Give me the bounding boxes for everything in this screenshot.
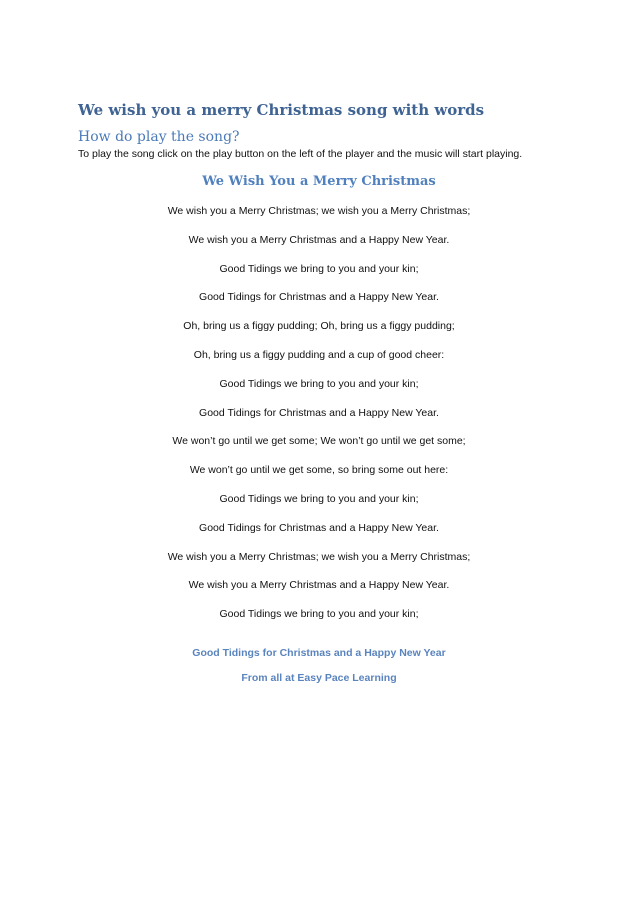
lyrics-list <box>0 204 638 636</box>
lyric-line: Good Tidings we bring to you and your kin; <box>219 262 419 275</box>
lyric-line: Good Tidings we bring to you and your kin; <box>219 492 419 505</box>
instructions-text: To play the song click on the play button on the left of the player and the music will start playing. <box>78 148 523 160</box>
lyric-line: We won’t go until we get some, so bring some out here: <box>189 464 449 477</box>
lyric-line: Good Tidings we bring to you and your kin; <box>219 608 419 621</box>
lyric-line: We wish you a Merry Christmas and a Happy New Year. <box>188 579 450 592</box>
page-title: We wish you a merry Christmas song with words <box>78 101 485 119</box>
lyric-line: Good Tidings for Christmas and a Happy New Year. <box>199 521 439 534</box>
lyric-line: We wish you a Merry Christmas; we wish you a Merry Christmas; <box>167 205 471 217</box>
section-heading: How do play the song? <box>78 129 240 145</box>
lyric-line: We wish you a Merry Christmas; we wish you a Merry Christmas; <box>167 550 471 563</box>
lyric-line: Good Tidings we bring to you and your kin; <box>219 377 419 390</box>
lyric-line: We won’t go until we get some; We won’t go until we get some; <box>172 435 466 448</box>
lyric-line: We wish you a Merry Christmas and a Happy New Year. <box>188 233 450 246</box>
lyric-line: Oh, bring us a figgy pudding; Oh, bring us a figgy pudding; <box>183 320 455 333</box>
closing-greeting: Good Tidings for Christmas and a Happy New Year <box>192 647 446 659</box>
lyric-line: Good Tidings for Christmas and a Happy New Year. <box>199 406 439 419</box>
lyric-line: Oh, bring us a figgy pudding and a cup of good cheer: <box>193 348 445 361</box>
closing-signature: From all at Easy Pace Learning <box>241 672 397 684</box>
lyric-line: Good Tidings for Christmas and a Happy New Year. <box>199 291 439 304</box>
song-title: We Wish You a Merry Christmas <box>202 174 436 189</box>
